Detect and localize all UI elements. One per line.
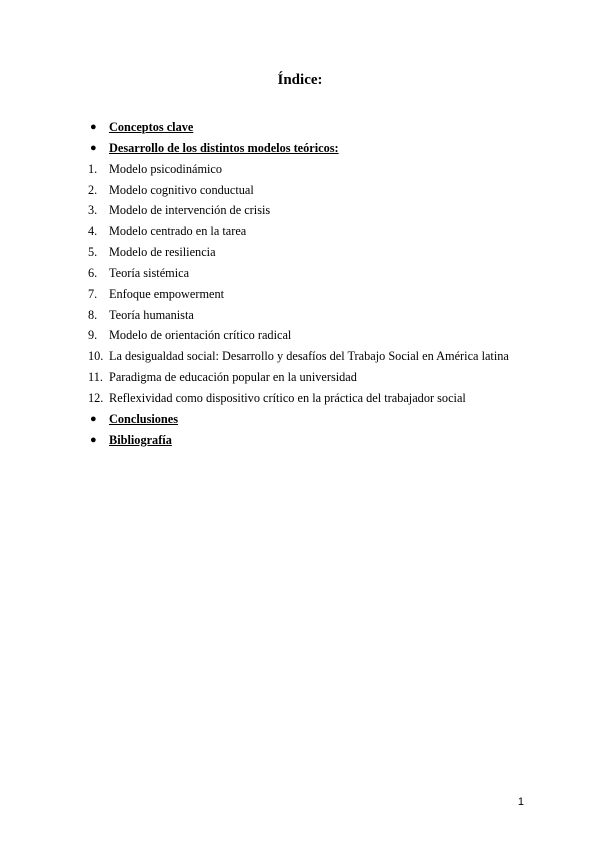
table-of-contents xyxy=(88,118,509,452)
toc-entry-number: 9. xyxy=(88,328,98,343)
toc-entry-number: 4. xyxy=(88,224,98,239)
page-number: 1 xyxy=(517,796,524,808)
toc-entry-label: Modelo cognitivo conductual xyxy=(109,182,254,197)
toc-entry-label[interactable]: Bibliografía xyxy=(109,432,172,447)
toc-entry-label: Teoría humanista xyxy=(109,307,194,322)
toc-entry-number: 7. xyxy=(88,286,98,301)
toc-entry-number: 3. xyxy=(88,203,98,218)
toc-entry-label: Modelo psicodinámico xyxy=(109,161,223,176)
toc-entry-label: Teoría sistémica xyxy=(109,265,190,280)
toc-entry-11[interactable] xyxy=(88,368,509,389)
toc-entry-label[interactable]: Conclusiones xyxy=(109,411,179,426)
toc-entry-label: Modelo de orientación crítico radical xyxy=(109,328,292,343)
toc-entry-number: 10. xyxy=(88,349,104,364)
bullet-icon: ● xyxy=(90,141,97,154)
bullet-icon: ● xyxy=(90,412,97,425)
toc-entry-label: Modelo de intervención de crisis xyxy=(109,203,271,218)
page-title: Índice: xyxy=(277,72,323,88)
toc-entry-number: 11. xyxy=(88,370,103,385)
toc-entry-number: 6. xyxy=(88,265,98,280)
toc-entry-label: Reflexividad como dispositivo crítico en la práctica del trabajador social xyxy=(109,390,466,405)
toc-entry-bibliografia[interactable] xyxy=(88,431,509,452)
toc-entry-label: Modelo de resiliencia xyxy=(109,245,216,260)
toc-entry-9[interactable] xyxy=(88,326,509,347)
toc-entry-label: Modelo centrado en la tarea xyxy=(109,224,247,239)
toc-entry-8[interactable] xyxy=(88,306,509,327)
bullet-icon: ● xyxy=(90,433,97,446)
toc-entry-4[interactable] xyxy=(88,222,509,243)
toc-entry-label: Paradigma de educación popular en la universidad xyxy=(109,370,357,385)
toc-entry-7[interactable] xyxy=(88,285,509,306)
toc-entry-number: 1. xyxy=(88,161,98,176)
toc-entry-1[interactable] xyxy=(88,160,509,181)
toc-entry-label: La desigualdad social: Desarrollo y desafíos del Trabajo Social en América latina xyxy=(109,349,509,364)
toc-entry-conceptos-clave[interactable] xyxy=(88,118,509,139)
toc-entry-desarrollo-modelos[interactable] xyxy=(88,139,509,160)
toc-entry-number: 2. xyxy=(88,182,98,197)
toc-entry-label[interactable]: Desarrollo de los distintos modelos teóricos: xyxy=(109,140,339,155)
toc-entry-3[interactable] xyxy=(88,201,509,222)
toc-entry-conclusiones[interactable] xyxy=(88,410,509,431)
toc-entry-label: Enfoque empowerment xyxy=(109,286,225,301)
toc-entry-label[interactable]: Conceptos clave xyxy=(109,120,194,134)
toc-entry-12[interactable] xyxy=(88,389,509,410)
bullet-icon: ● xyxy=(90,121,97,133)
toc-entry-number: 8. xyxy=(88,307,98,322)
toc-entry-number: 12. xyxy=(88,390,104,405)
toc-entry-10[interactable] xyxy=(88,347,509,368)
toc-entry-5[interactable] xyxy=(88,243,509,264)
toc-entry-6[interactable] xyxy=(88,264,509,285)
toc-entry-2[interactable] xyxy=(88,181,509,202)
toc-entry-number: 5. xyxy=(88,245,98,260)
